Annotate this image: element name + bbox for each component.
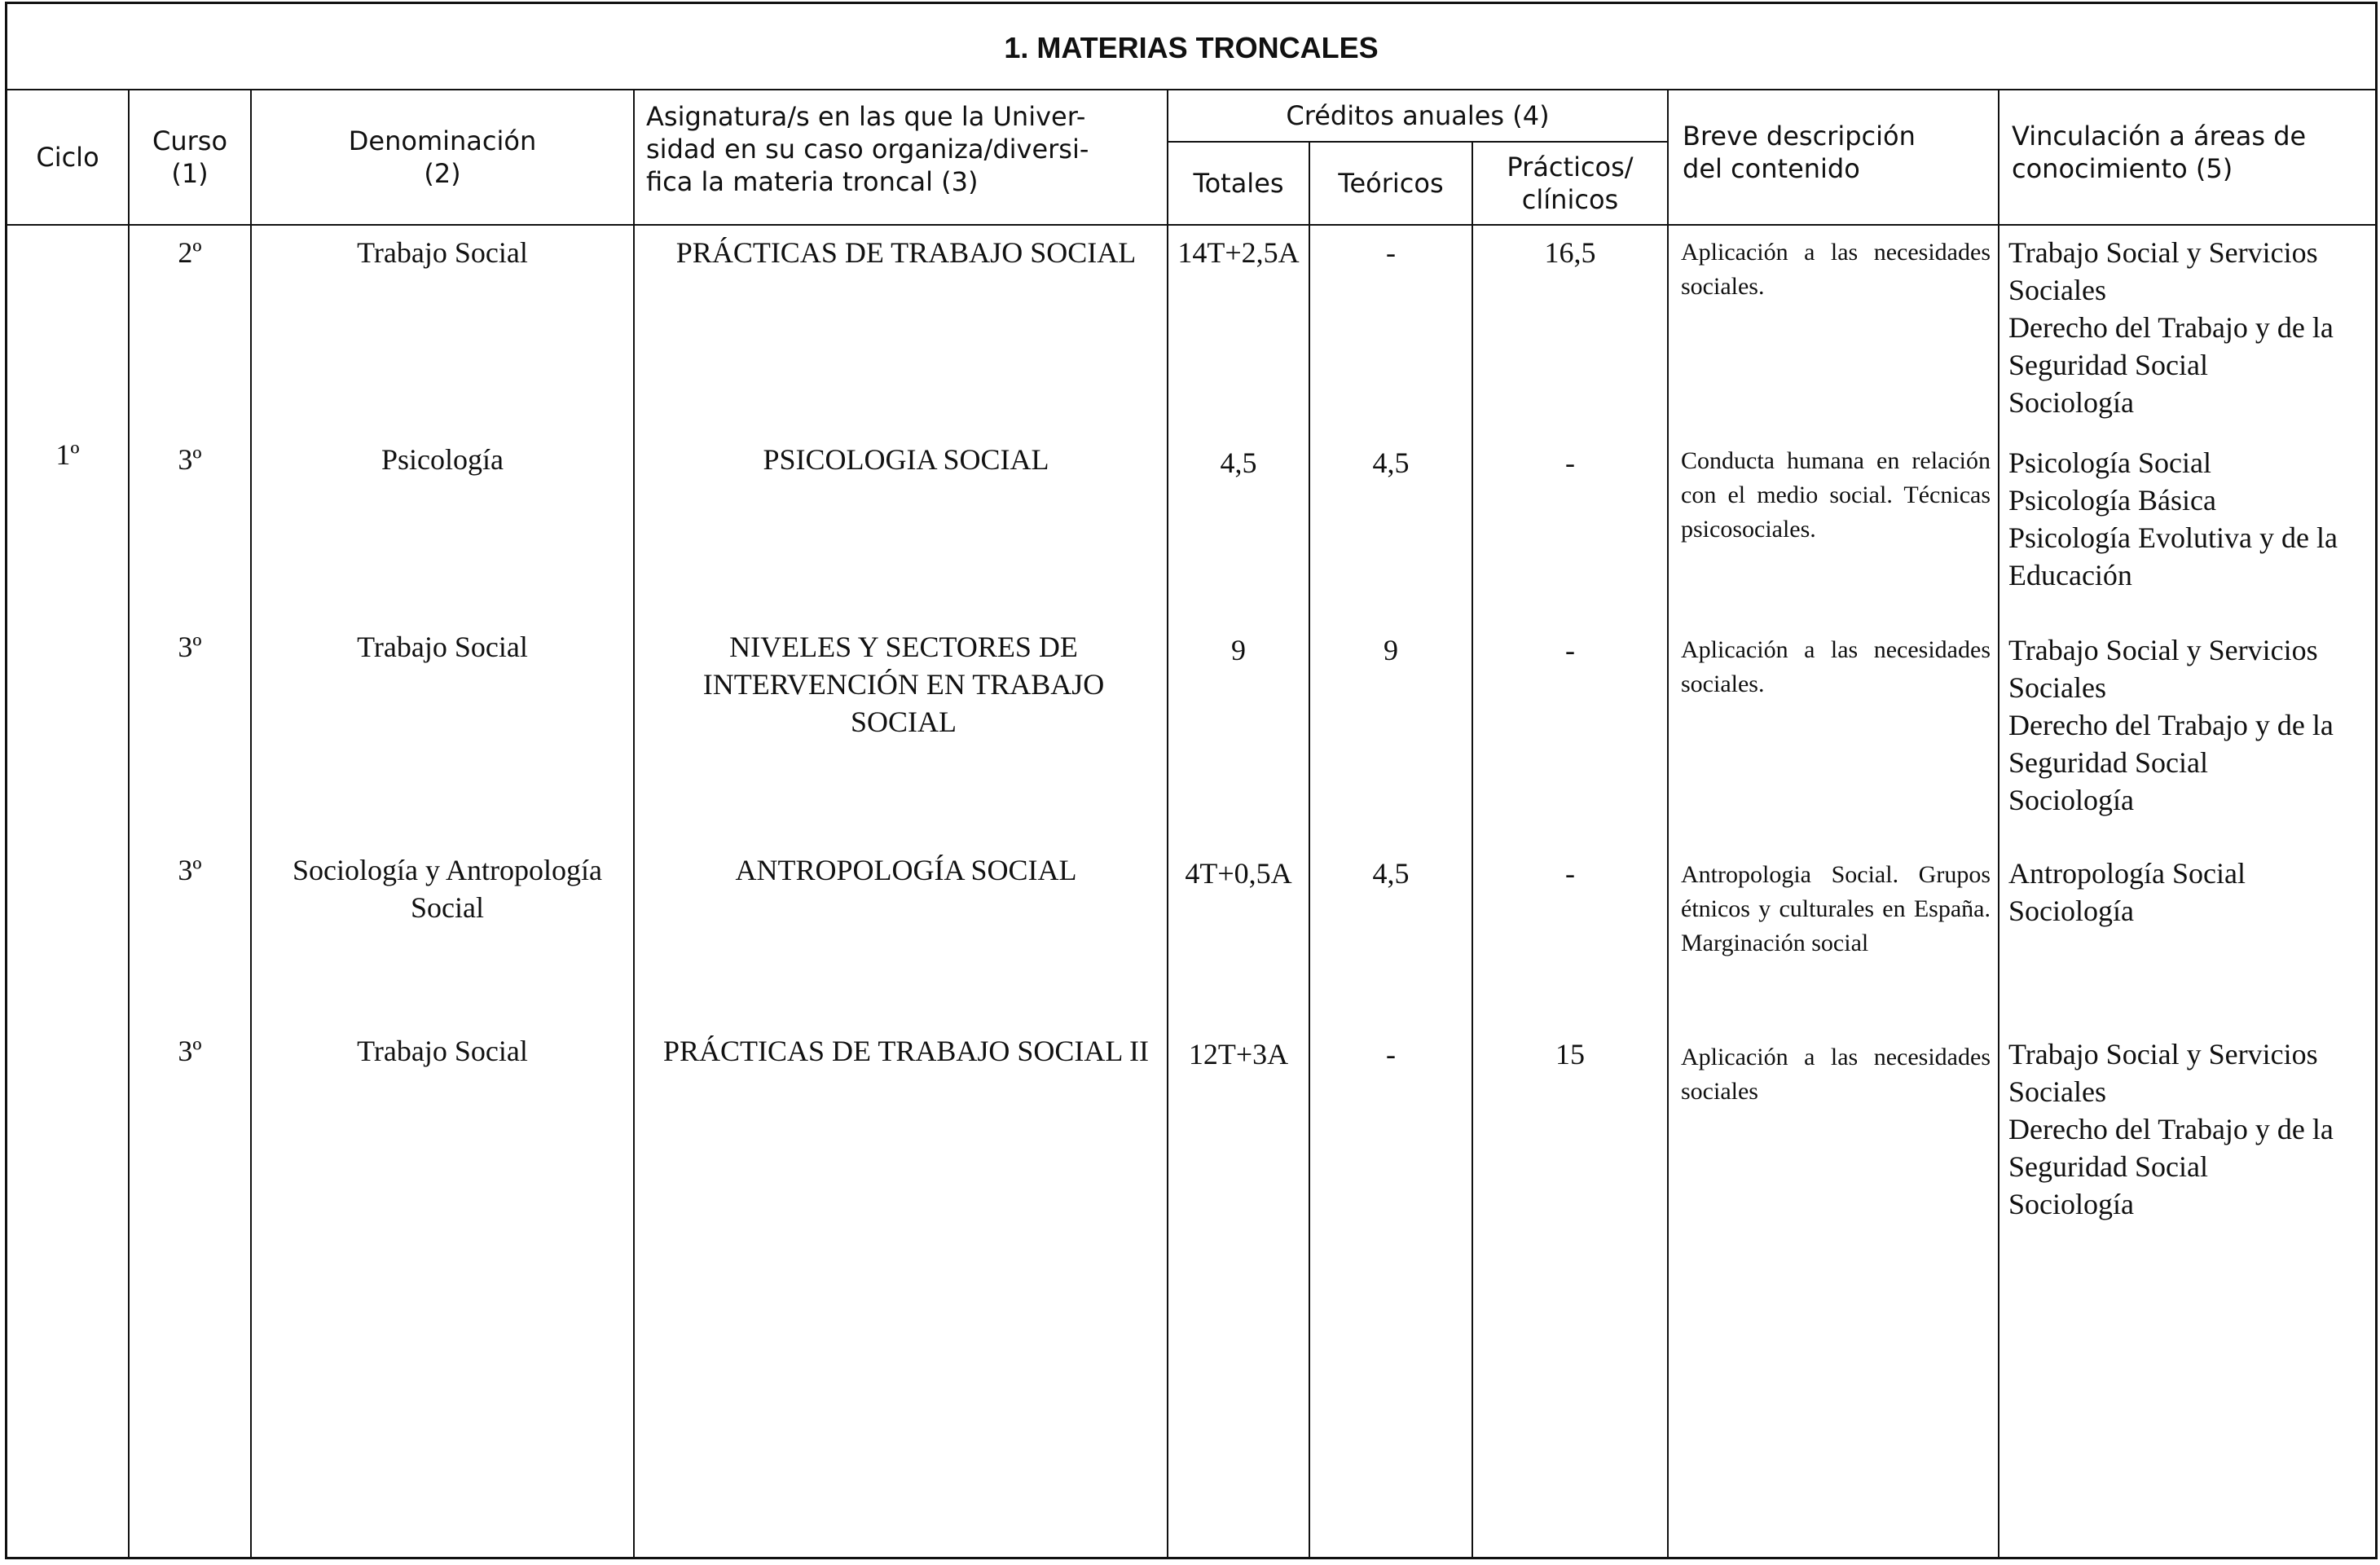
header-breve-line-1: Breve descripción bbox=[1683, 121, 1916, 152]
header-teoricos-label: Teóricos bbox=[1338, 168, 1444, 199]
header-totales bbox=[1168, 143, 1309, 224]
header-breve-line-2: del contenido bbox=[1683, 153, 1860, 184]
header-teoricos bbox=[1310, 143, 1472, 224]
row-3-descripcion: Aplicación a las necesidades sociales. bbox=[1681, 636, 1991, 697]
row-5-areas bbox=[2008, 1035, 2370, 1223]
row-1-denominacion: Trabajo Social bbox=[357, 236, 528, 269]
row-4-asignatura: ANTROPOLOGÍA SOCIAL bbox=[735, 854, 1077, 886]
row-5-practicos: 15 bbox=[1555, 1038, 1585, 1070]
table-title: 1. MATERIAS TRONCALES bbox=[1004, 31, 1379, 64]
row-3-curso: 3º bbox=[178, 631, 202, 663]
row-3-asignatura: NIVELES Y SECTORES DE INTERVENCIÓN EN TRABAJO SOCIAL bbox=[702, 631, 1105, 738]
ciclo-value: 1º bbox=[55, 438, 80, 471]
row-4-curso: 3º bbox=[178, 854, 202, 886]
col-divider-1 bbox=[128, 89, 130, 1558]
header-ciclo-label: Ciclo bbox=[36, 142, 99, 173]
header-denominacion bbox=[252, 90, 633, 224]
row-2-descripcion: Conducta humana en relación con el medio social. Técnicas psicosociales. bbox=[1681, 447, 1991, 543]
row-4-teoricos: 4,5 bbox=[1372, 857, 1410, 890]
row-2-teoricos: 4,5 bbox=[1372, 446, 1410, 479]
header-vinculacion-line-2: conocimiento (5) bbox=[2012, 153, 2233, 184]
row-2-practicos: - bbox=[1565, 446, 1575, 479]
row-2-curso: 3º bbox=[178, 443, 202, 476]
row-5-totales: 12T+3A bbox=[1188, 1038, 1289, 1070]
header-curso-note: (1) bbox=[171, 158, 209, 189]
col-divider-3 bbox=[633, 89, 635, 1558]
col-divider-8 bbox=[1998, 89, 1999, 1558]
row-3-practicos: - bbox=[1565, 634, 1575, 666]
col-divider-6 bbox=[1472, 141, 1473, 1558]
row-5-area-2: Derecho del Trabajo y de la Seguridad Social bbox=[2008, 1113, 2334, 1183]
row-1-totales: 14T+2,5A bbox=[1177, 236, 1300, 269]
header-breve bbox=[1683, 120, 1992, 218]
col-divider-5 bbox=[1309, 141, 1310, 1558]
header-asignatura-line-1: Asignatura/s en las que la Univer- bbox=[646, 101, 1086, 132]
row-5-teoricos: - bbox=[1386, 1038, 1396, 1070]
row-1-area-2: Derecho del Trabajo y de la Seguridad Social bbox=[2008, 311, 2334, 381]
header-vinculacion-line-1: Vinculación a áreas de bbox=[2012, 121, 2307, 152]
header-curso-label: Curso bbox=[152, 125, 228, 156]
header-practicos-line-1: Prácticos/ bbox=[1507, 152, 1634, 182]
row-4-descripcion: Antropologia Social. Grupos étnicos y culturales en España. Marginación social bbox=[1681, 861, 1991, 956]
row-1-area-3: Sociología bbox=[2008, 386, 2134, 419]
header-vinculacion bbox=[2012, 120, 2370, 218]
col-divider-2 bbox=[250, 89, 252, 1558]
materias-troncales-table bbox=[5, 2, 2378, 1559]
header-bottom-line bbox=[7, 224, 2375, 226]
row-1-curso: 2º bbox=[178, 236, 202, 269]
row-1-area-1: Trabajo Social y Servicios Sociales bbox=[2008, 236, 2318, 306]
row-3-area-3: Sociología bbox=[2008, 784, 2134, 816]
row-3-areas bbox=[2008, 631, 2370, 819]
row-2-totales: 4,5 bbox=[1220, 446, 1257, 479]
row-2-denominacion: Psicología bbox=[381, 443, 504, 476]
row-3-area-1: Trabajo Social y Servicios Sociales bbox=[2008, 634, 2318, 704]
header-curso bbox=[130, 90, 250, 224]
row-2-areas bbox=[2008, 444, 2370, 594]
row-4-totales: 4T+0,5A bbox=[1185, 857, 1292, 890]
header-ciclo bbox=[7, 90, 128, 224]
row-4-area-1: Antropología Social bbox=[2008, 857, 2246, 890]
row-3-area-2: Derecho del Trabajo y de la Seguridad Social bbox=[2008, 709, 2334, 779]
header-practicos bbox=[1473, 143, 1667, 224]
row-4-denominacion: Sociología y Antropología Social bbox=[293, 854, 602, 924]
row-1-areas bbox=[2008, 234, 2370, 421]
header-practicos-line-2: clínicos bbox=[1521, 184, 1619, 215]
row-3-denominacion: Trabajo Social bbox=[357, 631, 528, 663]
row-3-totales: 9 bbox=[1231, 634, 1246, 666]
col-divider-4 bbox=[1167, 89, 1168, 1558]
header-denominacion-note: (2) bbox=[424, 158, 461, 189]
row-2-area-2: Psicología Básica bbox=[2008, 484, 2216, 517]
header-asignatura bbox=[646, 100, 1159, 222]
row-4-areas bbox=[2008, 855, 2370, 930]
row-1-practicos: 16,5 bbox=[1544, 236, 1596, 269]
row-4-practicos: - bbox=[1565, 857, 1575, 890]
header-denominacion-label: Denominación bbox=[348, 125, 537, 156]
row-1-asignatura: PRÁCTICAS DE TRABAJO SOCIAL bbox=[675, 236, 1137, 269]
row-3-teoricos: 9 bbox=[1384, 634, 1398, 666]
row-5-denominacion: Trabajo Social bbox=[357, 1035, 528, 1067]
col-divider-7 bbox=[1667, 89, 1669, 1558]
header-totales-label: Totales bbox=[1193, 168, 1284, 199]
header-asignatura-line-3: fica la materia troncal (3) bbox=[646, 166, 979, 197]
header-asignatura-line-2: sidad en su caso organiza/diversi- bbox=[646, 134, 1089, 165]
row-4-area-2: Sociología bbox=[2008, 895, 2134, 927]
row-5-area-1: Trabajo Social y Servicios Sociales bbox=[2008, 1038, 2318, 1108]
row-2-area-3: Psicología Evolutiva y de la Educación bbox=[2008, 521, 2338, 591]
row-2-area-1: Psicología Social bbox=[2008, 446, 2211, 479]
row-5-curso: 3º bbox=[178, 1035, 202, 1067]
header-creditos bbox=[1168, 90, 1667, 141]
row-5-asignatura: PRÁCTICAS DE TRABAJO SOCIAL II bbox=[662, 1035, 1150, 1067]
row-5-descripcion: Aplicación a las necesidades sociales bbox=[1681, 1044, 1991, 1105]
row-5-area-3: Sociología bbox=[2008, 1188, 2134, 1220]
row-1-teoricos: - bbox=[1386, 236, 1396, 269]
row-2-asignatura: PSICOLOGIA SOCIAL bbox=[763, 443, 1049, 476]
row-1-descripcion: Aplicación a las necesidades sociales. bbox=[1681, 239, 1991, 300]
header-creditos-label: Créditos anuales (4) bbox=[1286, 100, 1550, 131]
